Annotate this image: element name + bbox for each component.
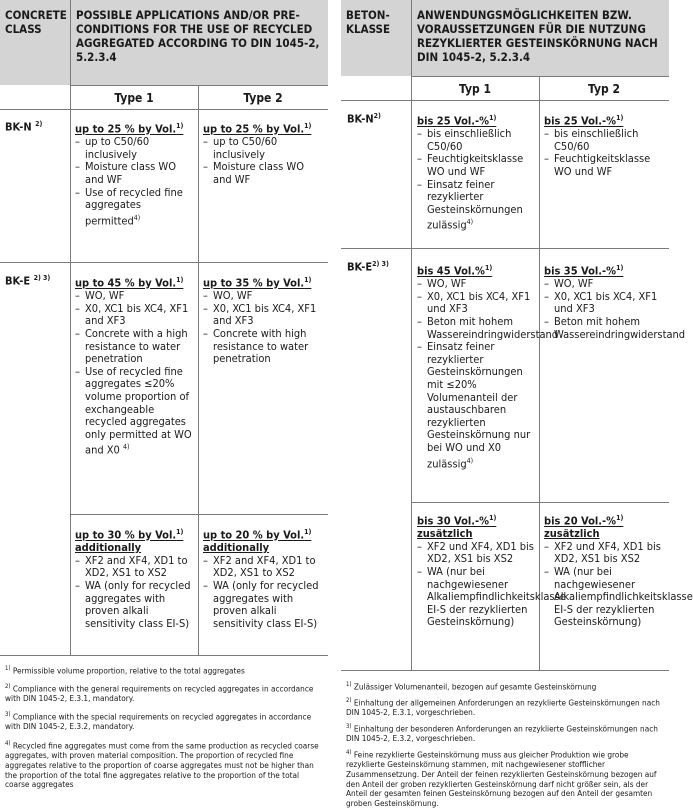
type2-header: Type 2 bbox=[243, 91, 283, 105]
row-label-bke-de: $BK-E^{2) 3)}$ bbox=[347, 260, 389, 274]
row-label-bkn-de: $BK-N^{2)}$ bbox=[347, 112, 381, 126]
row-label-bkn: BK-N $^{2)}$ bbox=[5, 120, 43, 134]
type1-header: Type 1 bbox=[114, 91, 154, 105]
footnote-3: $^{3)}$ Compliance with the special requirements on recycled aggregates in accordance with DIN 1045-2, E.3.2, mandatory. bbox=[5, 711, 312, 732]
cell-bke-type2-additional: up to 20 % by Vol.$^{1)}$ additionally – XF2 and XF4, XD1 to XD2, XS1 to XS2 – WA (only for recycled aggregates with proven alkali sensitivity class EI-S) bbox=[203, 526, 325, 630]
header-concrete-class: CONCRETE CLASS bbox=[5, 8, 67, 36]
fussnote-3: $^{3)}$ Einhaltung der besonderen Anforderungen an rezyklierte Gesteinskörnungen nach DIN 1045-2, E.3.2, vorgeschrieben. bbox=[346, 723, 658, 744]
table-english bbox=[0, 0, 328, 807]
footnote-4: $^{4)}$ Recycled fine aggregates must come from the same production as recycled coarse aggregates, with proven material composition. The proportion of recycled fine aggregates relative to the proportion of coarse aggregates must not be higher than the proportion of the total fine aggregates relative to the proportion of the total coarse aggregates bbox=[5, 740, 319, 790]
table-german bbox=[341, 0, 693, 808]
cell-bke-type1: up to 45 % by Vol.$^{1)}$ – WO, WF – X0, XC1 bis XC4, XF1 and XF3 – Concrete with a high resistance to water penetration – Use of recycled fine aggregates ≤20% volume proportion of exchangeable recycled aggregates only permitted at WO and X0 $^{4)}$ bbox=[75, 274, 195, 458]
table-header-de bbox=[341, 0, 669, 76]
cell-bke-type2: up to 35 % by Vol.$^{1)}$ – WO, WF – X0, XC1 bis XC4, XF1 and XF3 – Concrete with high resistance to water penetration bbox=[203, 274, 325, 366]
typ2-header: Typ 2 bbox=[588, 82, 620, 96]
cell-bkn-type1: up to 25 % by Vol.$^{1)}$ – up to C50/60 inclusively – Moisture class WO and WF – Use of recycled fine aggregates permitted$^{4)}$ bbox=[75, 120, 195, 228]
cell-bke-type1-additional: up to 30 % by Vol.$^{1)}$ additionally – XF2 and XF4, XD1 to XD2, XS1 to XS2 – WA (only for recycled aggregates with proven alkali sensitivity class EI-S) bbox=[75, 526, 195, 630]
header-applications: POSSIBLE APPLICATIONS AND/OR PRE-CONDITIONS FOR THE USE OF RECYCLED AGGREGATED ACCORDING TO DIN 1045-2, 5.2.3.4 bbox=[76, 8, 320, 64]
cell-bke-typ2-zusatz: bis 20 Vol.-%$^{1)}$ zusätzlich – XF2 und XF4, XD1 bis XD2, XS1 bis XS2 – WA (nur bei nachgewiesener Alkaliempfindlichkeitsklasse EI-S der rezyklierten Gesteinskörnung) bbox=[544, 512, 666, 629]
cell-bke-typ1: bis 45 Vol.%$^{1)}$ – WO, WF – X0, XC1 bis XC4, XF1 und XF3 – Beton mit hohem Wassereindringwiderstand – Einsatz feiner rezyklierter Gesteinskörnungen mit ≤20% Volumenanteil der austauschbaren rezyklierten Gesteinskörnung nur bei WO und X0 zulässig$^{4)}$ bbox=[417, 262, 535, 471]
cell-bkn-typ2: bis 25 Vol.-%$^{1)}$ – bis einschließlich C50/60 – Feuchtigkeitsklasse WO und WF bbox=[544, 112, 666, 179]
header-betonklasse: BETON-KLASSE bbox=[346, 8, 391, 36]
fussnote-4: $^{4)}$ Feine rezyklierte Gesteinskörnung muss aus gleicher Produktion wie grobe rezyklierte Gesteinskörnung stammen, mit nachgewiesener stofflicher Zusammensetzung. Der Anteil der feinen rezyklierten Gesteinskörnung bezogen auf den Anteil der groben rezyklierten Gesteinskörnung darf nicht größer sein, als der Anteil der gesamten feinen Gesteinskörnung bezogen auf den Anteil der gesamten groben Gesteinskörnung. bbox=[346, 749, 657, 808]
fussnote-1: $^{1)}$ Zulässiger Volumenanteil, bezogen auf gesamte Gesteinskörnung bbox=[346, 681, 597, 692]
cell-bke-typ1-zusatz: bis 30 Vol.-%$^{1)}$ zusätzlich – XF2 und XF4, XD1 bis XD2, XS1 bis XS2 – WA (nur bei nachgewiesener Alkaliempfindlichkeitsklasse EI-S der rezyklierten Gesteinskörnung) bbox=[417, 512, 535, 629]
row-label-bke: BK-E $^{2) 3)}$ bbox=[5, 274, 51, 288]
table-header bbox=[0, 0, 328, 85]
cell-bkn-type2: up to 25 % by Vol.$^{1)}$ – up to C50/60 inclusively – Moisture class WO and WF bbox=[203, 120, 325, 187]
header-anwendungen: ANWENDUNGSMÖGLICHKEITEN BZW. VORAUSSETZUNGEN FÜR DIE NUTZUNG REZYKLIERTER GESTEINSKÖRNUNG NACH DIN 1045-2, 5.2.3.4 bbox=[417, 8, 658, 64]
footnote-1: $^{1)}$ Permissible volume proportion, relative to the total aggregates bbox=[5, 665, 245, 676]
cell-bkn-typ1: bis 25 Vol.-%$^{1)}$ – bis einschließlich C50/60 – Feuchtigkeitsklasse WO und WF – Einsatz feiner rezyklierter Gesteinskörnungen zulässig$^{4)}$ bbox=[417, 112, 535, 233]
typ1-header: Typ 1 bbox=[459, 82, 491, 96]
footnote-2: $^{2)}$ Compliance with the general requirements on recycled aggregates in accordance with DIN 1045-2, E.3.1, mandatory. bbox=[5, 683, 314, 704]
cell-bke-typ2: bis 35 Vol.-%$^{1)}$ – WO, WF – X0, XC1 bis XC4, XF1 und XF3 – Beton mit hohem Wassereindringwiderstand bbox=[544, 262, 666, 341]
fussnote-2: $^{2)}$ Einhaltung der allgemeinen Anforderungen an rezyklierte Gesteinskörnungen nach DIN 1045-2, E.3.1, vorgeschrieben. bbox=[346, 697, 660, 718]
